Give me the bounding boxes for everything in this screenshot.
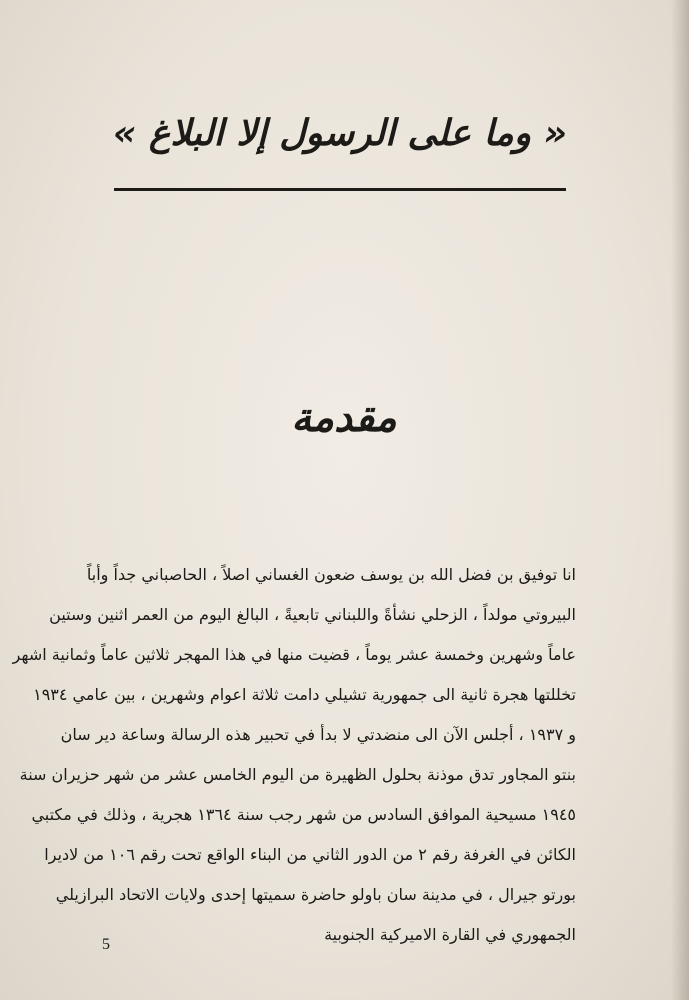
text-line: بنتو المجاور تدق موذنة بحلول الظهيرة من اليوم الخامس عشر من شهر حزيران سنة: [19, 765, 576, 784]
text-line: البيروتي مولداً ، الزحلي نشأةً واللبناني تابعيةً ، البالغ اليوم من العمر اثنين وستين: [49, 605, 576, 624]
text-line: ١٩٤٥ مسيحية الموافق السادس من شهر رجب سنة ١٣٦٤ هجرية ، وذلك في مكتبي: [31, 805, 576, 824]
page-header: [110, 88, 570, 198]
text-line: الجمهوري في القارة الاميركية الجنوبية: [324, 925, 576, 944]
page-fold-shadow: [671, 0, 689, 1000]
body-paragraph: [12, 555, 576, 955]
motto-heading: « وما على الرسول إلا البلاغ »: [112, 112, 568, 154]
text-line: الكائن في الغرفة رقم ٢ من الدور الثاني من البناء الواقع تحت رقم ١٠٦ من لاديرا: [44, 845, 576, 864]
text-line: تخللتها هجرة ثانية الى جمهورية تشيلي دامت ثلاثة اعوام وشهرين ، بين عامي ١٩٣٤: [33, 685, 576, 704]
text-line: عاماً وشهرين وخمسة عشر يوماً ، قضيت منها في هذا المهجر ثلاثين عاماً وثمانية اشهر: [12, 645, 576, 664]
text-line: انا توفيق بن فضل الله بن يوسف ضعون الغساني اصلاً ، الحاصباني جداً وأباً: [86, 565, 576, 584]
header-divider: [114, 188, 566, 191]
text-line: و ١٩٣٧ ، أجلس الآن الى منضدتي لا بدأ في تحبير هذه الرسالة وساعة دير سان: [60, 725, 576, 744]
text-line: بورتو جيرال ، في مدينة سان باولو حاضرة سميتها إحدى ولايات الاتحاد البرازيلي: [55, 885, 576, 904]
page-title: مقدمة: [291, 395, 397, 441]
page-number: 5: [102, 936, 110, 953]
